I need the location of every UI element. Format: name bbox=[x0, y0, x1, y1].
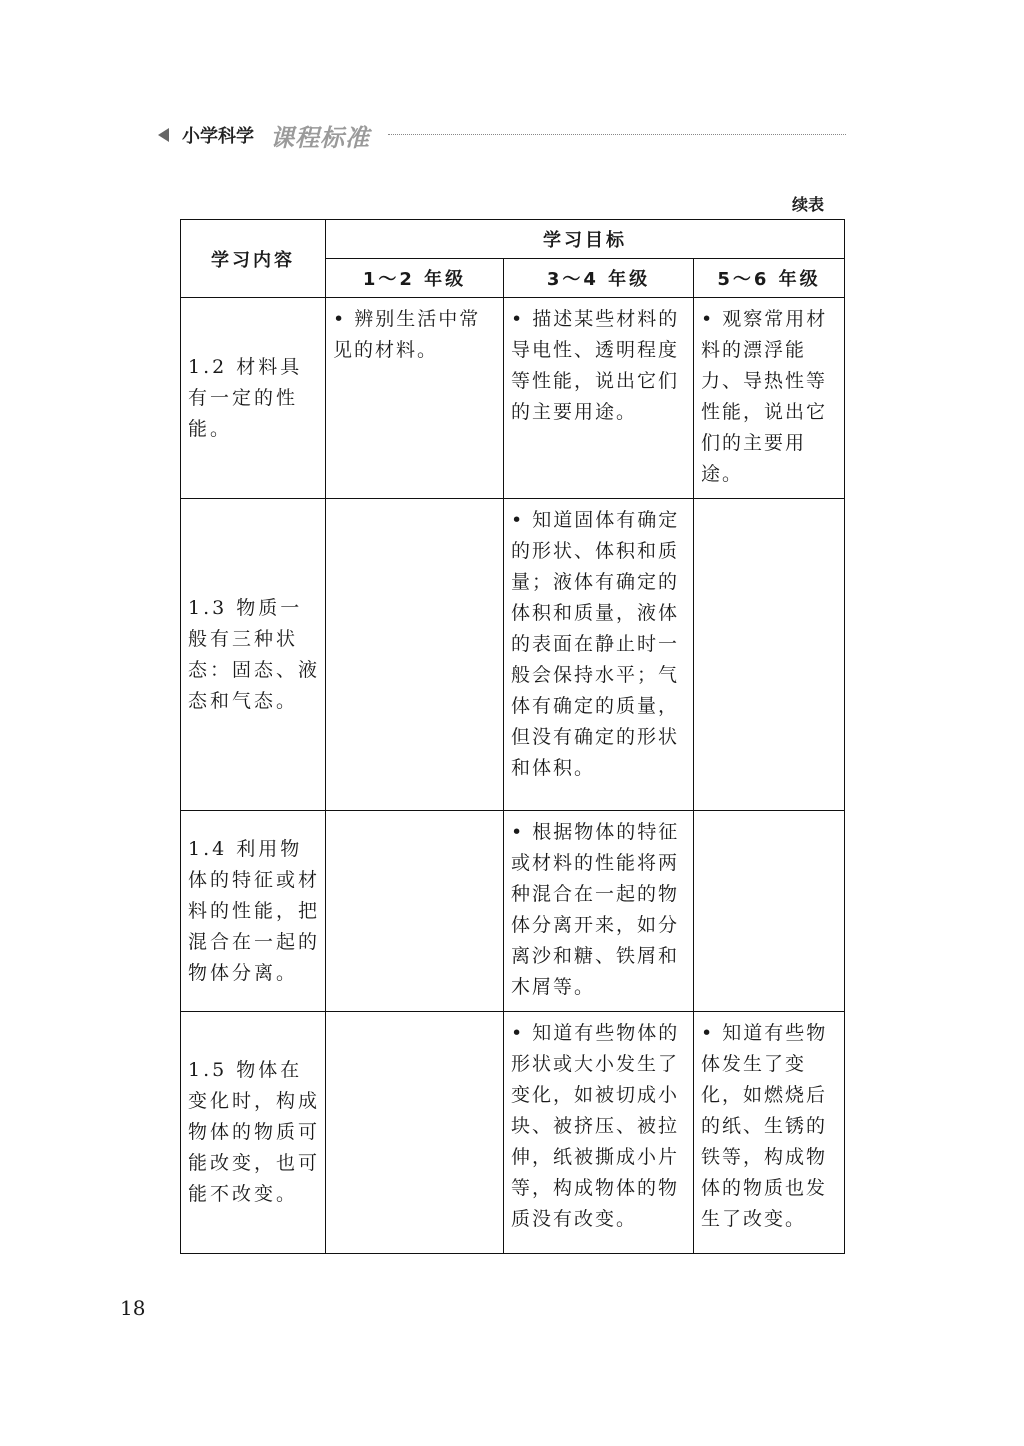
continued-label: 续表 bbox=[791, 195, 824, 214]
goal-cell-5-6: • 观察常用材料的漂浮能力、导热性等性能，说出它们的主要用途。 bbox=[694, 298, 845, 499]
page-number: 18 bbox=[120, 1296, 146, 1320]
header-subject: 小学科学 bbox=[182, 126, 254, 147]
header-dotted-rule bbox=[388, 134, 846, 135]
goal-column-header: 学习目标 bbox=[326, 220, 845, 259]
goal-cell-1-2 bbox=[326, 811, 504, 1012]
goal-cell-3-4: • 知道固体有确定的形状、体积和质量；液体有确定的体积和质量，液体的表面在静止时一般会保持水平；气体有确定的质量，但没有确定的形状和体积。 bbox=[504, 499, 694, 811]
goal-cell-1-2 bbox=[326, 1012, 504, 1254]
goal-cell-1-2: • 辨别生活中常见的材料。 bbox=[326, 298, 504, 499]
goal-cell-1-2 bbox=[326, 499, 504, 811]
content-cell: 1.2 材料具有一定的性能。 bbox=[181, 298, 326, 499]
grade-header-3-4: 3～4 年级 bbox=[504, 259, 694, 298]
table-row bbox=[181, 499, 845, 811]
table-row bbox=[181, 811, 845, 1012]
goal-cell-3-4: • 根据物体的特征或材料的性能将两种混合在一起的物体分离开来，如分离沙和糖、铁屑和木屑等。 bbox=[504, 811, 694, 1012]
standards-table bbox=[180, 219, 845, 1254]
goal-cell-5-6: • 知道有些物体发生了变化，如燃烧后的纸、生锈的铁等，构成物体的物质也发生了改变。 bbox=[694, 1012, 845, 1254]
header-title: 课程标准 bbox=[270, 123, 370, 152]
table-row bbox=[181, 298, 845, 499]
goal-cell-3-4: • 知道有些物体的形状或大小发生了变化，如被切成小块、被挤压、被拉伸，纸被撕成小片等，构成物体的物质没有改变。 bbox=[504, 1012, 694, 1254]
triangle-left-icon bbox=[158, 128, 169, 142]
grade-header-5-6: 5～6 年级 bbox=[694, 259, 845, 298]
grade-header-1-2: 1～2 年级 bbox=[326, 259, 504, 298]
page-header bbox=[158, 120, 846, 150]
content-cell: 1.5 物体在变化时，构成物体的物质可能改变，也可能不改变。 bbox=[181, 1012, 326, 1254]
goal-cell-3-4: • 描述某些材料的导电性、透明程度等性能，说出它们的主要用途。 bbox=[504, 298, 694, 499]
goal-cell-5-6 bbox=[694, 499, 845, 811]
table-row bbox=[181, 1012, 845, 1254]
content-cell: 1.4 利用物体的特征或材料的性能，把混合在一起的物体分离。 bbox=[181, 811, 326, 1012]
content-cell: 1.3 物质一般有三种状态：固态、液态和气态。 bbox=[181, 499, 326, 811]
goal-cell-5-6 bbox=[694, 811, 845, 1012]
content-column-header: 学习内容 bbox=[181, 220, 326, 298]
